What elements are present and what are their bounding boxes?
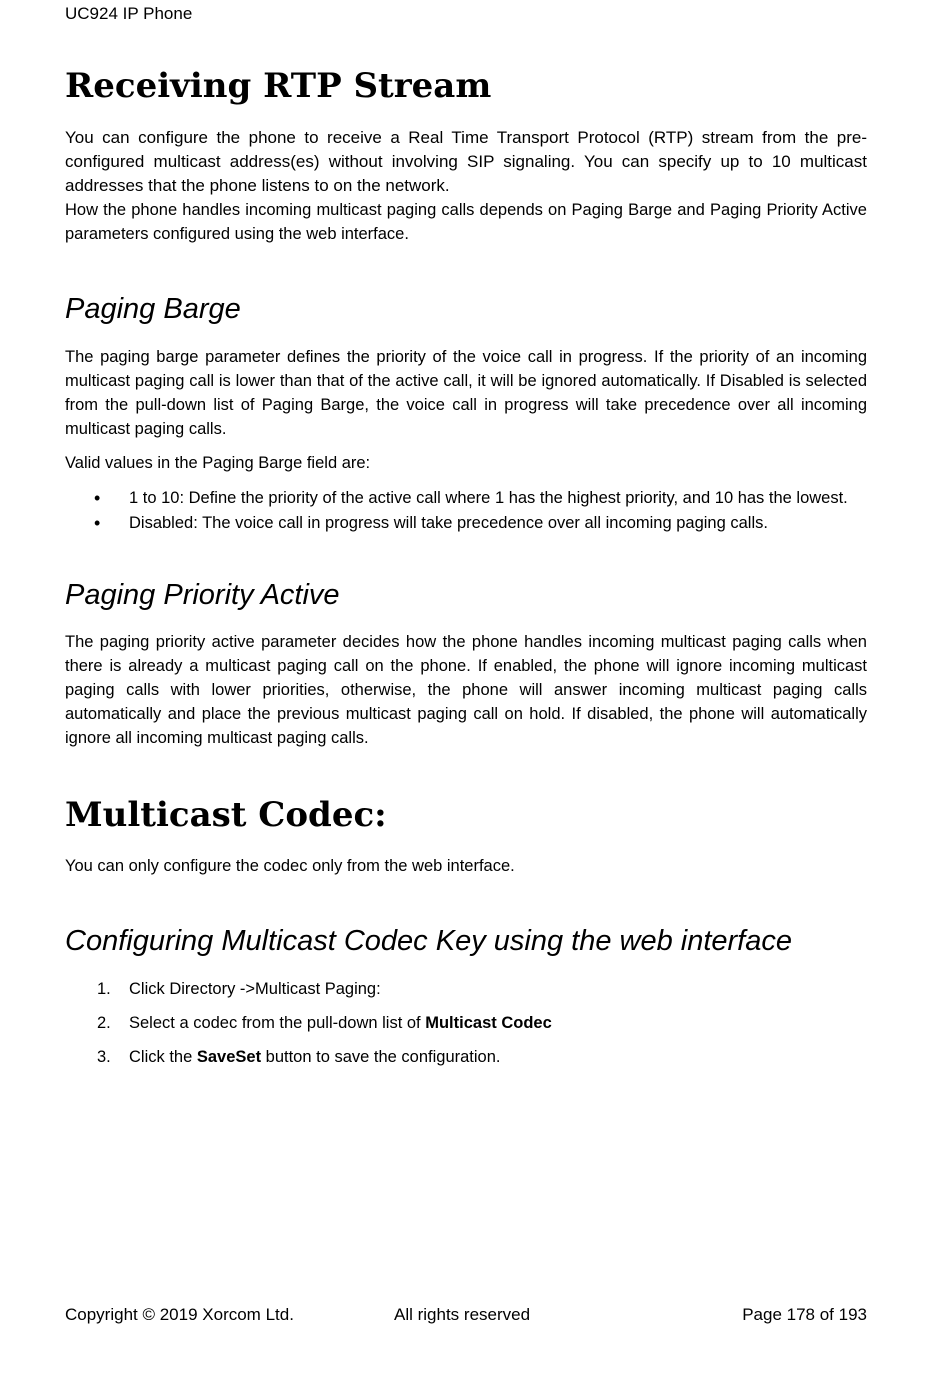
footer-page-number: Page 178 of 193 [742, 1305, 867, 1324]
step-number: 2. [97, 1014, 111, 1032]
step-bold-term: Multicast Codec [425, 1014, 552, 1032]
section-title-configuring-multicast-codec: Configuring Multicast Codec Key using the web interface [65, 925, 792, 957]
list-item [65, 1011, 867, 1035]
paging-barge-values-list [65, 486, 867, 535]
section-title-receiving-rtp-stream: Receiving RTP Stream [65, 66, 492, 106]
step-bold-term: SaveSet [196, 1048, 262, 1066]
list-item [65, 486, 867, 510]
configuration-steps-list [65, 977, 867, 1069]
step-text: Click Directory ->Multicast Paging: [129, 980, 381, 998]
step-text-after: button to save the configuration. [261, 1048, 501, 1066]
step-text: Select a codec from the pull-down list of [129, 1014, 426, 1032]
footer-rights: All rights reserved [394, 1305, 531, 1324]
step-number: 3. [97, 1048, 111, 1066]
section-title-paging-priority-active: Paging Priority Active [65, 579, 340, 611]
list-item-text: 1 to 10: Define the priority of the active call where 1 has the highest priority, and 10 has the lowest. [129, 489, 848, 507]
rtp-paragraph-1: You can configure the phone to receive a Real Time Transport Protocol (RTP) stream from the pre-configured multicast address(es) without involving SIP signaling. You can specify up to 10 multicast addresses that the phone listens to on the network. [65, 128, 867, 195]
paging-priority-paragraph: The paging priority active parameter decides how the phone handles incoming multicast paging calls when there is already a multicast paging call on the phone. If enabled, the phone will ignore incoming multicast paging calls with lower priorities, otherwise, the phone will answer incoming multicast paging calls automatically and place the previous multicast paging call on hold. If disabled, the phone will automatically ignore all incoming multicast paging calls. [65, 633, 867, 747]
page-content [65, 64, 867, 1069]
list-item [65, 511, 867, 535]
list-item [65, 1045, 867, 1069]
list-item [65, 977, 867, 1001]
bullet-marker: • [94, 513, 101, 533]
section-title-paging-barge: Paging Barge [65, 293, 241, 325]
rtp-paragraph-2: How the phone handles incoming multicast paging calls depends on Paging Barge and Paging Priority Active parameters configured using the web interface. [65, 201, 867, 243]
footer-copyright: Copyright © 2019 Xorcom Ltd. [65, 1305, 294, 1324]
section-title-multicast-codec: Multicast Codec: [65, 795, 387, 835]
bullet-marker: • [94, 488, 101, 508]
page-footer [65, 1305, 867, 1329]
list-item-text: Disabled: The voice call in progress will take precedence over all incoming paging calls. [129, 514, 768, 532]
step-text: Click the [129, 1048, 197, 1066]
paging-barge-paragraph: The paging barge parameter defines the priority of the voice call in progress. If the priority of an incoming multicast paging call is lower than that of the active call, it will be ignored automatically. If Disabled is selected from the pull-down list of Paging Barge, the voice call in progress will take precedence over all incoming multicast paging calls. [65, 348, 867, 438]
running-header: UC924 IP Phone [65, 4, 193, 23]
multicast-codec-paragraph: You can only configure the codec only from the web interface. [65, 857, 515, 875]
paging-barge-valid-values-intro: Valid values in the Paging Barge field are: [65, 454, 371, 472]
step-number: 1. [97, 980, 111, 998]
